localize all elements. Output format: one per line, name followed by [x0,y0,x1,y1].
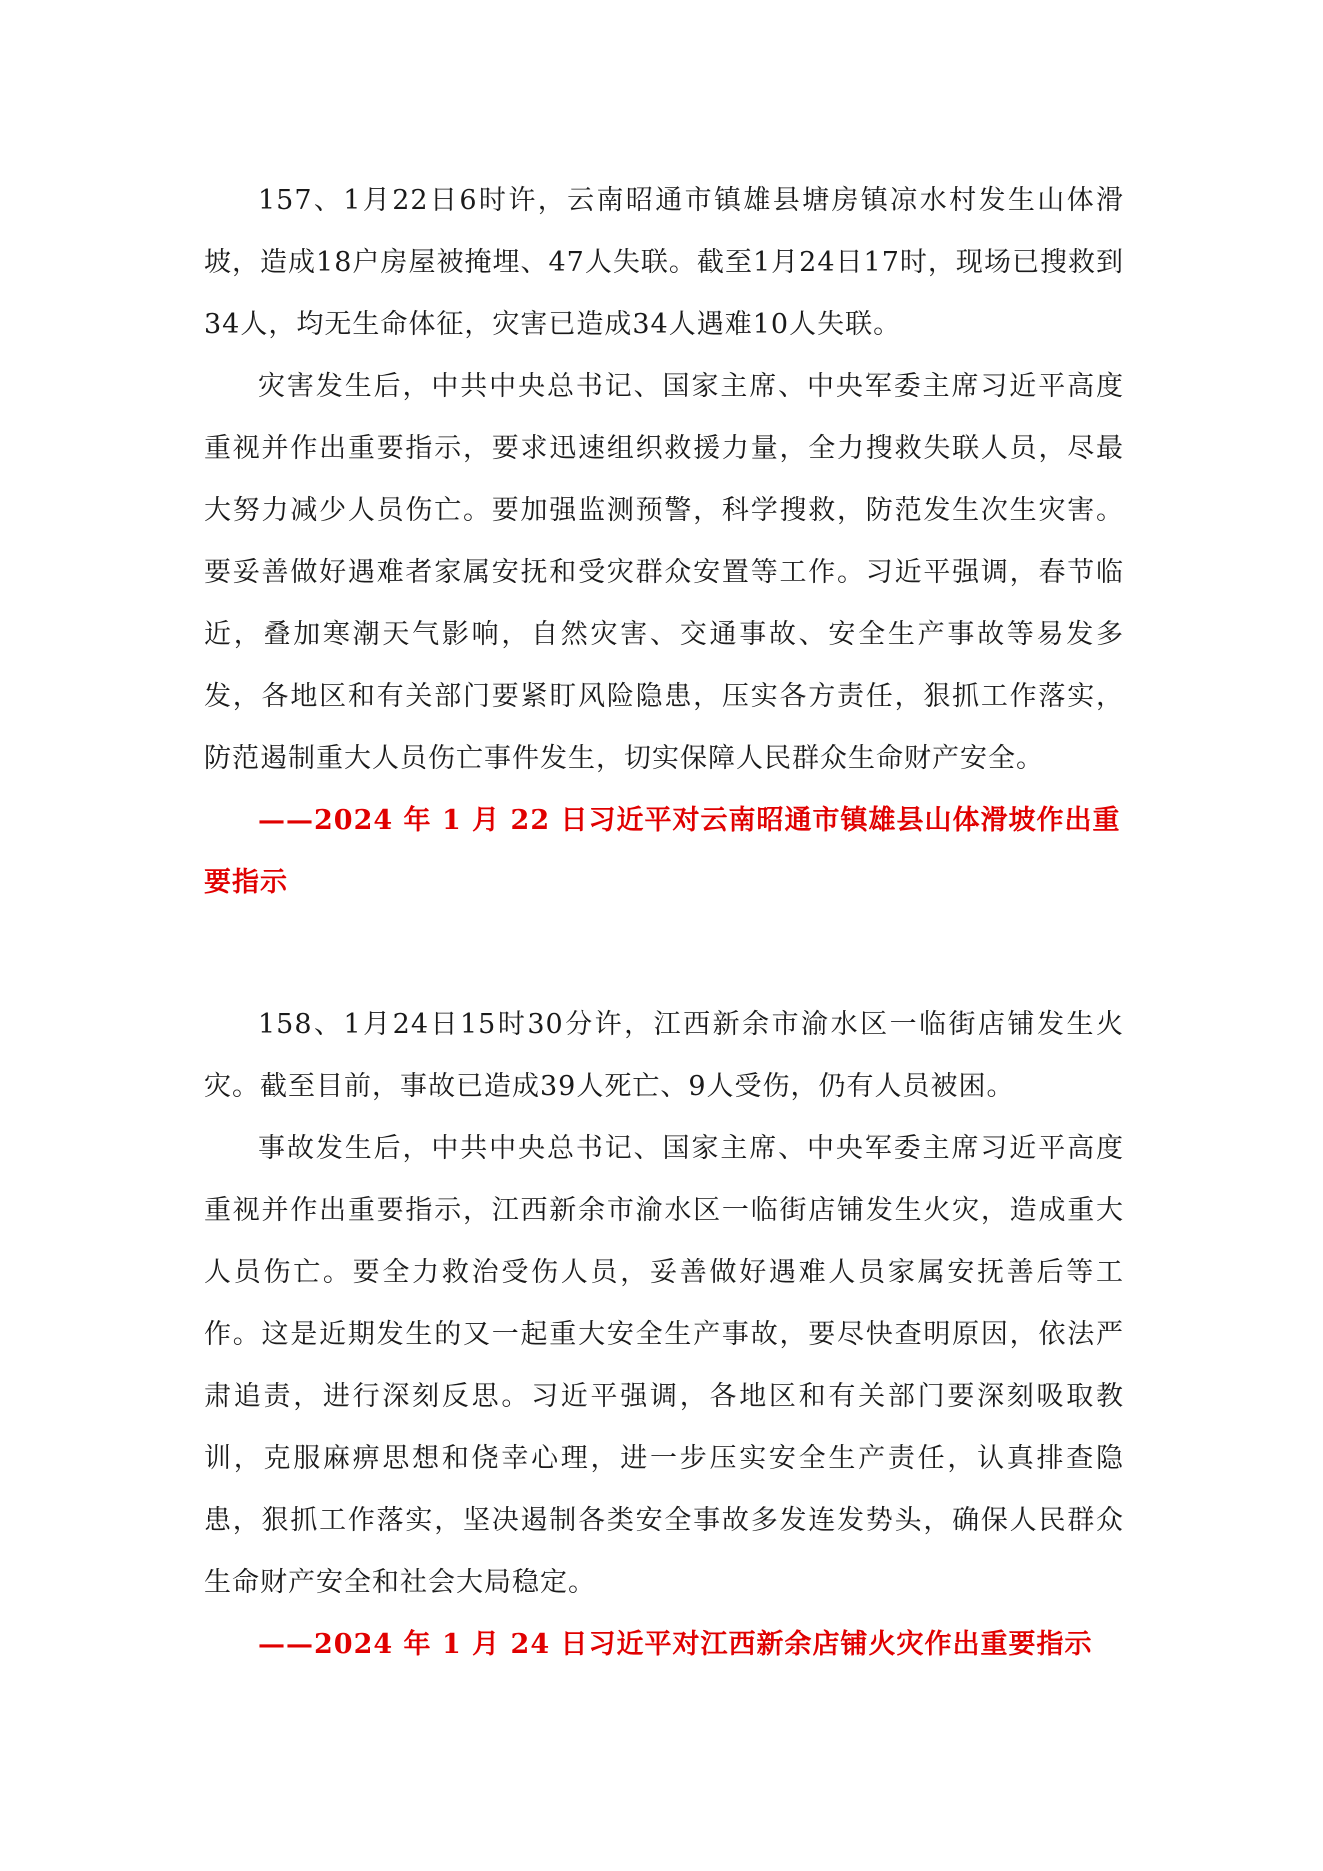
entry-157 [204,170,1124,914]
entry-158 [204,994,1124,1676]
entry-158-event-paragraph: 158、1月24日15时30分许，江西新余市渝水区一临街店铺发生火灾。截至目前，事故已造成39人死亡、9人受伤，仍有人员被困。 [204,1009,1124,1102]
entry-157-instruction-paragraph: 灾害发生后，中共中央总书记、国家主席、中央军委主席习近平高度重视并作出重要指示，要求迅速组织救援力量，全力搜救失联人员，尽最大努力减少人员伤亡。要加强监测预警，科学搜救，防范发生次生灾害。要妥善做好遇难者家属安抚和受灾群众安置等工作。习近平强调，春节临近，叠加寒潮天气影响，自然灾害、交通事故、安全生产事故等易发多发，各地区和有关部门要紧盯风险隐患，压实各方责任，狠抓工作落实，防范遏制重大人员伤亡事件发生，切实保障人民群众生命财产安全。 [204,371,1124,774]
entry-157-event-paragraph: 157、1月22日6时许，云南昭通市镇雄县塘房镇凉水村发生山体滑坡，造成18户房屋被掩埋、47人失联。截至1月24日17时，现场已搜救到34人，均无生命体征，灾害已造成34人遇难10人失联。 [204,185,1124,340]
entry-separator [204,914,1124,994]
entry-157-source-line: ——2024 年 1 月 22 日习近平对云南昭通市镇雄县山体滑坡作出重要指示 [204,805,1121,898]
entry-158-source-line: ——2024 年 1 月 24 日习近平对江西新余店铺火灾作出重要指示 [258,1629,1093,1660]
entry-158-instruction-paragraph: 事故发生后，中共中央总书记、国家主席、中央军委主席习近平高度重视并作出重要指示，江西新余市渝水区一临街店铺发生火灾，造成重大人员伤亡。要全力救治受伤人员，妥善做好遇难人员家属安抚善后等工作。这是近期发生的又一起重大安全生产事故，要尽快查明原因，依法严肃追责，进行深刻反思。习近平强调，各地区和有关部门要深刻吸取教训，克服麻痹思想和侥幸心理，进一步压实安全生产责任，认真排查隐患，狠抓工作落实，坚决遏制各类安全事故多发连发势头，确保人民群众生命财产安全和社会大局稳定。 [204,1133,1124,1598]
document-content [204,170,1124,1676]
